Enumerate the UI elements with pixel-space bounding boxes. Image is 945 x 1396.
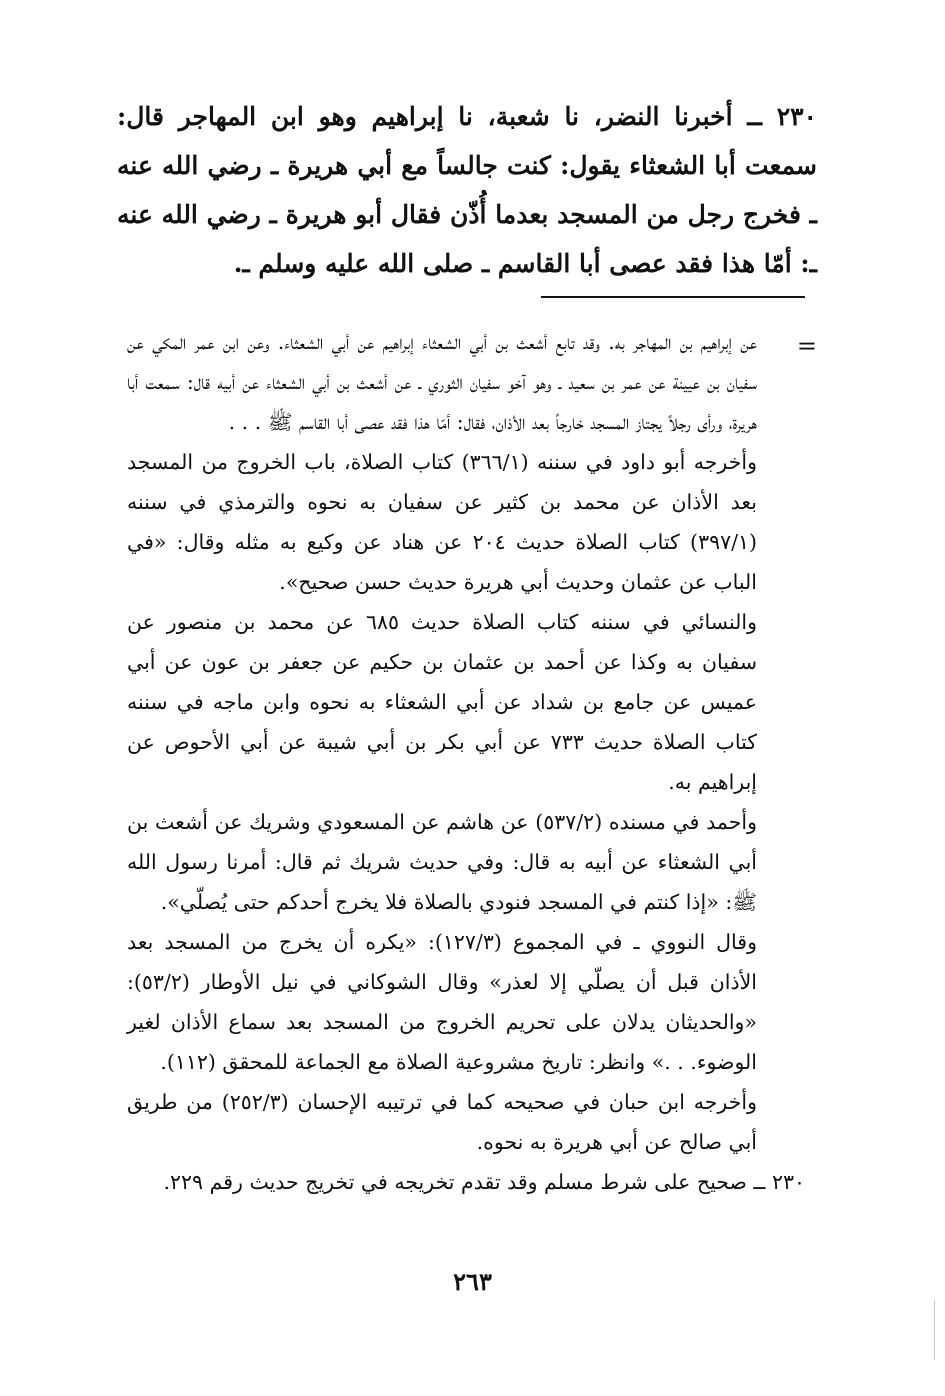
footnote-paragraph: وقال النووي ـ في المجموع (١٢٧/٣): «يكره أن يخرج من المسجد بعد الأذان قبل أن يصلّي إلا لعذر» وقال الشوكاني في نيل الأوطار (٥٣/٢): «والحديثان يدلان على تحريم الخروج من المسجد بعد سماع الأذان لغير الوضوء. . .» وانظر: تاريخ مشروعية الصلاة مع الجماعة للمحقق (١١٢). [127, 930, 757, 1074]
hadith-paragraph: ٢٣٠ ــ أخبرنا النضر، نا شعبة، نا إبراهيم وهو ابن المهاجر قال: سمعت أبا الشعثاء يقول: كنت جالساً مع أبي هريرة ـ رضي الله عنه ـ فخرج رجل من المسجد بعدما أُذّن فقال أبو هريرة ـ رضي الله عنه ـ: أمّا هذا فقد عصى أبا القاسم ـ صلى الله عليه وسلم ـ. [117, 102, 817, 278]
footnotes [127, 322, 805, 1202]
footnote-paragraph: وأحمد في مسنده (٥٣٧/٢) عن هاشم عن المسعودي وشريك عن أشعث بن أبي الشعثاء عن أبيه به قال: وفي حديث شريك ثم قال: أمرنا رسول الله ﷺ: «إذا كنتم في المسجد فنودي بالصلاة فلا يخرج أحدكم حتى يُصلّي». [127, 810, 757, 914]
continuation-mark: = [796, 332, 817, 360]
footnote-paragraph: وأخرجه أبو داود في سننه (٣٦٦/١) كتاب الصلاة، باب الخروج من المسجد بعد الأذان عن محمد بن كثير عن سفيان به نحوه والترمذي في سننه (٣٩٧/١) كتاب الصلاة حديث ٢٠٤ عن هناد عن وكيع به مثله وقال: «في الباب عن عثمان وحديث أبي هريرة حديث حسن صحيح». [127, 450, 758, 594]
page-number: ٢٦٣ [453, 1267, 492, 1296]
footnote-paragraph: والنسائي في سننه كتاب الصلاة حديث ٦٨٥ عن محمد بن منصور عن سفيان به وكذا عن أحمد بن عثمان بن حكيم عن جعفر بن عون عن أبي عميس عن جامع بن شداد عن أبي الشعثاء به نحوه وابن ماجه في سننه كتاب الصلاة حديث ٧٣٣ عن أبي بكر بن أبي شيبة عن أبي الأحوص عن إبراهيم به. [127, 610, 758, 794]
footnote-paragraph: عن إبراهيم بن المهاجر به. وقد تابع أشعث بن أبي الشعثاء إبراهيم عن أبي الشعثاء. وعن ابن عمر المكي عن سفيان بن عيينة عن عمر بن سعيد ـ وهو آخو سفيان الثوري ـ عن أشعث بن أبي الشعثاء عن أبيه قال: سمعت أبا هريرة، ورأى رجلاً يجتاز المسجد خارجاً بعد الأذان، فقال: أمّا هذا فقد عصى أبا القاسم ﷺ . . . [127, 330, 757, 434]
footnote-paragraph: وأخرجه ابن حبان في صحيحه كما في ترتيبه الإحسان (٢٥٢/٣) من طريق أبي صالح عن أبي هريرة به نحوه. [127, 1090, 758, 1154]
footnote-final-note: ٢٣٠ ــ صحيح على شرط مسلم وقد تقدم تخريجه في تخريج حديث رقم ٢٢٩. [163, 1170, 805, 1194]
hadith-text [117, 92, 817, 288]
scan-edge-line [934, 1300, 935, 1360]
footnote-separator [541, 296, 805, 298]
